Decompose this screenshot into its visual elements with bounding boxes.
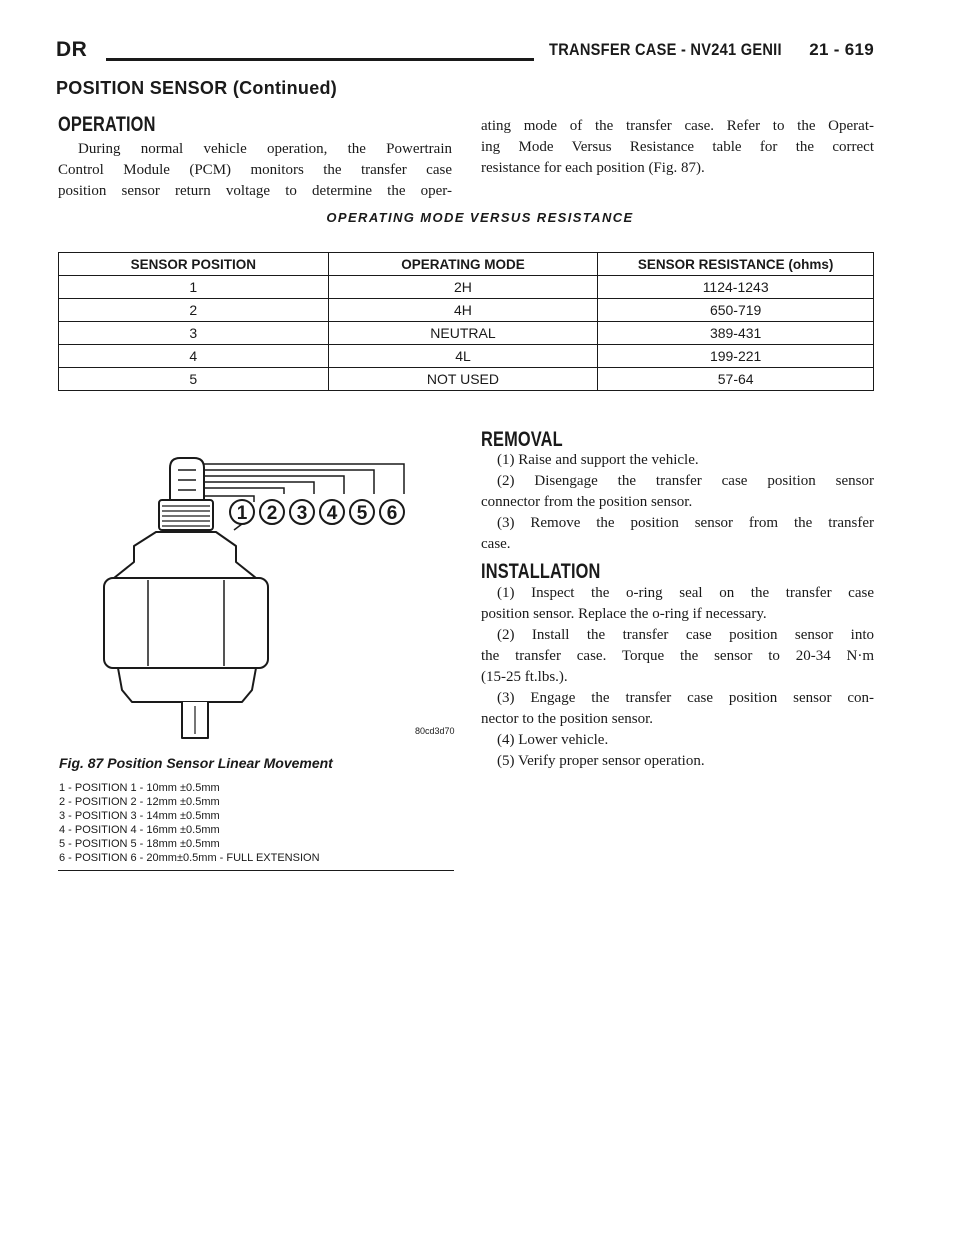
operation-paragraph-col1 bbox=[58, 139, 452, 202]
step-line: (5) Verify proper sensor operation. bbox=[497, 753, 705, 769]
column-header: SENSOR POSITION bbox=[59, 253, 329, 276]
header-model-code: DR bbox=[56, 38, 88, 61]
figure-caption: Fig. 87 Position Sensor Linear Movement bbox=[59, 755, 333, 771]
step-line: position sensor. Replace the o-ring if necessary. bbox=[481, 606, 767, 622]
table-row bbox=[59, 276, 874, 299]
page-header bbox=[56, 38, 874, 74]
table-cell: 4 bbox=[59, 345, 329, 368]
step-line: case. bbox=[481, 536, 511, 552]
legend-item: 4 - POSITION 4 - 16mm ±0.5mm bbox=[59, 824, 220, 836]
continued-heading: POSITION SENSOR (Continued) bbox=[56, 78, 338, 98]
text-line: ating mode of the transfer case. Refer to the Operat- bbox=[481, 118, 874, 134]
header-page-number: 21 - 619 bbox=[809, 40, 874, 59]
legend-item: 6 - POSITION 6 - 20mm±0.5mm - FULL EXTENSION bbox=[59, 852, 320, 864]
operation-paragraph-col2 bbox=[481, 116, 874, 179]
callout-label-5: 5 bbox=[356, 503, 368, 524]
table-cell: 1 bbox=[59, 276, 329, 299]
table-cell: 4H bbox=[328, 299, 598, 322]
step-line: (2) Disengage the transfer case position sensor bbox=[497, 473, 874, 489]
text-line: position sensor return voltage to determine the oper- bbox=[58, 183, 452, 199]
callout-label-1: 1 bbox=[236, 503, 248, 524]
step-line: (3) Remove the position sensor from the transfer bbox=[497, 515, 874, 531]
figure-code: 80cd3d70 bbox=[415, 726, 455, 736]
table-cell: 199-221 bbox=[598, 345, 874, 368]
step-line: connector from the position sensor. bbox=[481, 494, 693, 510]
legend-item: 5 - POSITION 5 - 18mm ±0.5mm bbox=[59, 838, 220, 850]
table-cell: NEUTRAL bbox=[328, 322, 598, 345]
step-line: (1) Raise and support the vehicle. bbox=[497, 452, 699, 468]
table-title: OPERATING MODE VERSUS RESISTANCE bbox=[326, 210, 634, 225]
table-cell: 2 bbox=[59, 299, 329, 322]
table-cell: 650-719 bbox=[598, 299, 874, 322]
callout-label-2: 2 bbox=[266, 503, 278, 524]
legend-item: 2 - POSITION 2 - 12mm ±0.5mm bbox=[59, 796, 220, 808]
header-rule bbox=[106, 58, 534, 61]
installation-steps bbox=[481, 583, 874, 772]
step-line: (4) Lower vehicle. bbox=[497, 732, 609, 748]
installation-heading: INSTALLATION bbox=[481, 560, 601, 583]
legend-item: 1 - POSITION 1 - 10mm ±0.5mm bbox=[59, 782, 220, 794]
table-row bbox=[59, 322, 874, 345]
callout-label-3: 3 bbox=[296, 503, 308, 524]
step-line: the transfer case. Torque the sensor to 20-34 N·m bbox=[481, 648, 874, 664]
table-cell: NOT USED bbox=[328, 368, 598, 391]
step-line: (3) Engage the transfer case position sensor con- bbox=[497, 690, 874, 706]
figure-rule bbox=[58, 870, 454, 871]
table-cell: 5 bbox=[59, 368, 329, 391]
table-cell: 2H bbox=[328, 276, 598, 299]
removal-steps bbox=[481, 450, 874, 555]
table-header-row bbox=[59, 253, 874, 276]
table-cell: 4L bbox=[328, 345, 598, 368]
step-line: nector to the position sensor. bbox=[481, 711, 654, 727]
figure-legend bbox=[59, 781, 320, 865]
table-row bbox=[59, 368, 874, 391]
text-line: resistance for each position (Fig. 87). bbox=[481, 160, 705, 176]
header-section-title: TRANSFER CASE - NV241 GENII bbox=[549, 40, 782, 59]
resistance-table bbox=[58, 252, 874, 391]
step-line: (1) Inspect the o-ring seal on the transfer case bbox=[497, 585, 874, 601]
step-line: (2) Install the transfer case position sensor into bbox=[497, 627, 874, 643]
step-line: (15-25 ft.lbs.). bbox=[481, 669, 568, 685]
table-cell: 3 bbox=[59, 322, 329, 345]
text-line: During normal vehicle operation, the Powertrain bbox=[78, 141, 452, 157]
table-row bbox=[59, 345, 874, 368]
position-sensor-illustration bbox=[56, 450, 456, 750]
table-cell: 57-64 bbox=[598, 368, 874, 391]
legend-item: 3 - POSITION 3 - 14mm ±0.5mm bbox=[59, 810, 220, 822]
column-header: OPERATING MODE bbox=[328, 253, 598, 276]
removal-heading: REMOVAL bbox=[481, 428, 563, 451]
column-header: SENSOR RESISTANCE (ohms) bbox=[598, 253, 874, 276]
table-cell: 389-431 bbox=[598, 322, 874, 345]
table-cell: 1124-1243 bbox=[598, 276, 874, 299]
callout-label-4: 4 bbox=[326, 503, 338, 524]
text-line: ing Mode Versus Resistance table for the correct bbox=[481, 139, 874, 155]
operation-heading: OPERATION bbox=[58, 113, 156, 136]
callout-label-6: 6 bbox=[386, 503, 398, 524]
text-line: Control Module (PCM) monitors the transfer case bbox=[58, 162, 452, 178]
table-row bbox=[59, 299, 874, 322]
